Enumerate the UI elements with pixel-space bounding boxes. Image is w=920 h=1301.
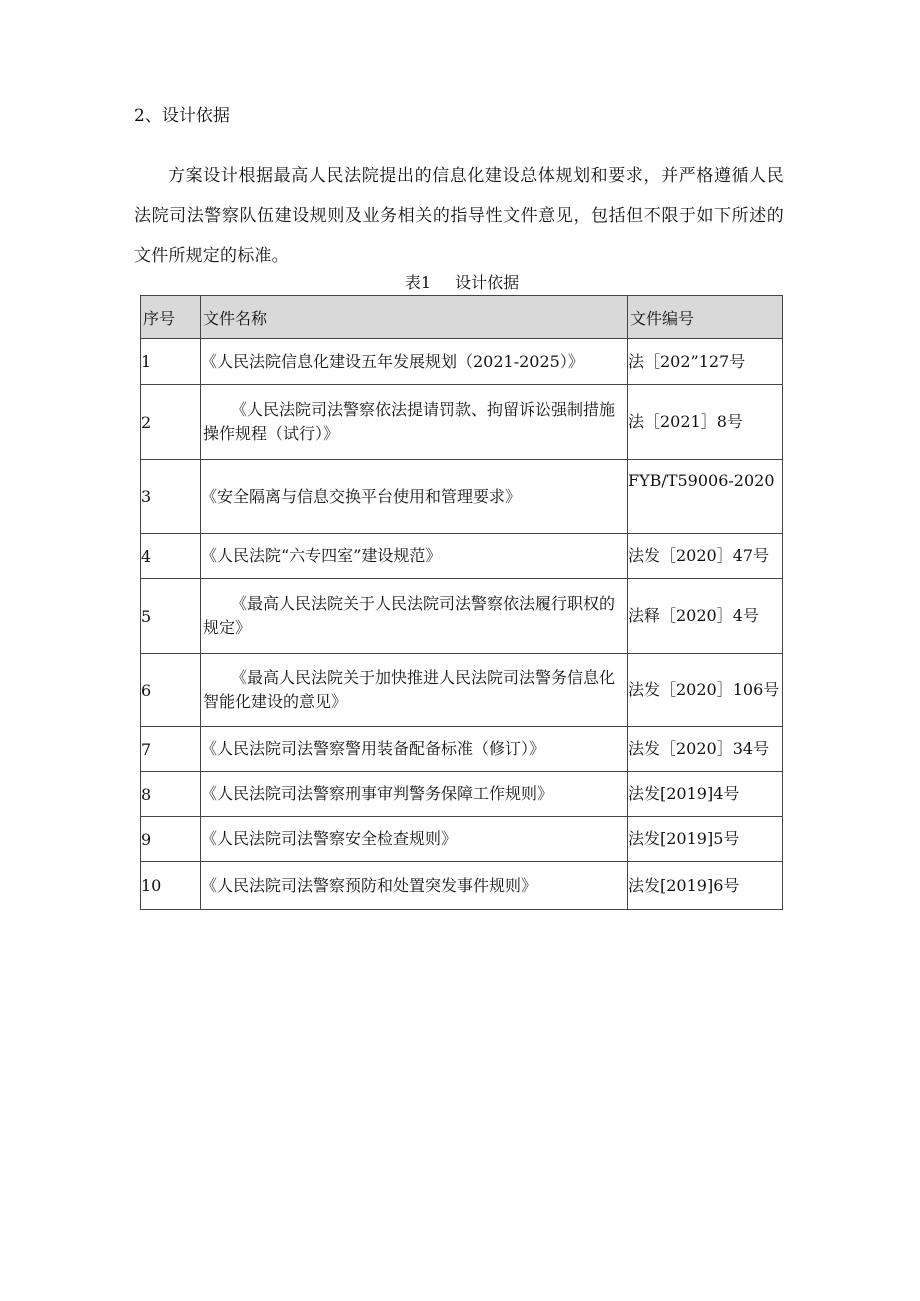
- row-name: 《人民法院司法警察安全检查规则》: [201, 817, 628, 862]
- row-seq: 6: [141, 654, 201, 727]
- row-name: 《人民法院司法警察刑事审判警务保障工作规则》: [201, 772, 628, 817]
- table-row: [141, 579, 783, 654]
- table-row: [141, 817, 783, 862]
- table-row: [141, 339, 783, 385]
- row-code: 法发[2019]5号: [628, 817, 783, 862]
- row-name: 《最高人民法院关于加快推进人民法院司法警务信息化智能化建设的意见》: [201, 654, 628, 727]
- row-seq: 9: [141, 817, 201, 862]
- row-code: 法发［2020］47号: [628, 534, 783, 579]
- section-heading: 2、设计依据: [134, 106, 230, 126]
- table-caption-number: 表1: [404, 273, 432, 292]
- row-seq: 7: [141, 727, 201, 772]
- row-seq: 1: [141, 339, 201, 385]
- design-basis-table: [140, 295, 783, 910]
- row-name: 《人民法院司法警察警用装备配备标准（修订）》: [201, 727, 628, 772]
- table-caption-title: 设计依据: [455, 273, 520, 292]
- row-name: 《安全隔离与信息交换平台使用和管理要求》: [201, 460, 628, 534]
- row-code: 法发［2020］34号: [628, 727, 783, 772]
- row-code: 法发[2019]4号: [628, 772, 783, 817]
- row-code: 法释［2020］4号: [628, 579, 783, 654]
- row-name: 《人民法院司法警察依法提请罚款、拘留诉讼强制措施操作规程（试行）》: [201, 385, 628, 460]
- row-name: 《最高人民法院关于人民法院司法警察依法履行职权的规定》: [201, 579, 628, 654]
- body-paragraph: 方案设计根据最高人民法院提出的信息化建设总体规划和要求，并严格遵循人民法院司法警察队伍建设规则及业务相关的指导性文件意见，包括但不限于如下所述的文件所规定的标准。: [134, 166, 784, 266]
- table-caption: [0, 272, 920, 294]
- row-code: 法发［2020］106号: [628, 654, 783, 727]
- row-seq: 3: [141, 460, 201, 534]
- row-code: 法［202”127号: [628, 339, 783, 385]
- row-name: 《人民法院信息化建设五年发展规划（2021-2025）》: [201, 339, 628, 385]
- row-code: 法发[2019]6号: [628, 862, 783, 910]
- row-seq: 2: [141, 385, 201, 460]
- row-code: FYB/T59006-2020: [628, 460, 783, 534]
- table-header-row: [141, 296, 783, 339]
- table-row: [141, 772, 783, 817]
- row-name: 《人民法院司法警察预防和处置突发事件规则》: [201, 862, 628, 910]
- row-code: 法［2021］8号: [628, 385, 783, 460]
- row-seq: 5: [141, 579, 201, 654]
- header-seq: 序号: [141, 296, 201, 339]
- table-row: [141, 862, 783, 910]
- table-row: [141, 534, 783, 579]
- row-seq: 8: [141, 772, 201, 817]
- row-name: 《人民法院“六专四室”建设规范》: [201, 534, 628, 579]
- table-row: [141, 727, 783, 772]
- row-seq: 10: [141, 862, 201, 910]
- row-seq: 4: [141, 534, 201, 579]
- table-row: [141, 385, 783, 460]
- header-code: 文件编号: [628, 296, 783, 339]
- header-name: 文件名称: [201, 296, 628, 339]
- table-row: [141, 654, 783, 727]
- table-row: [141, 460, 783, 534]
